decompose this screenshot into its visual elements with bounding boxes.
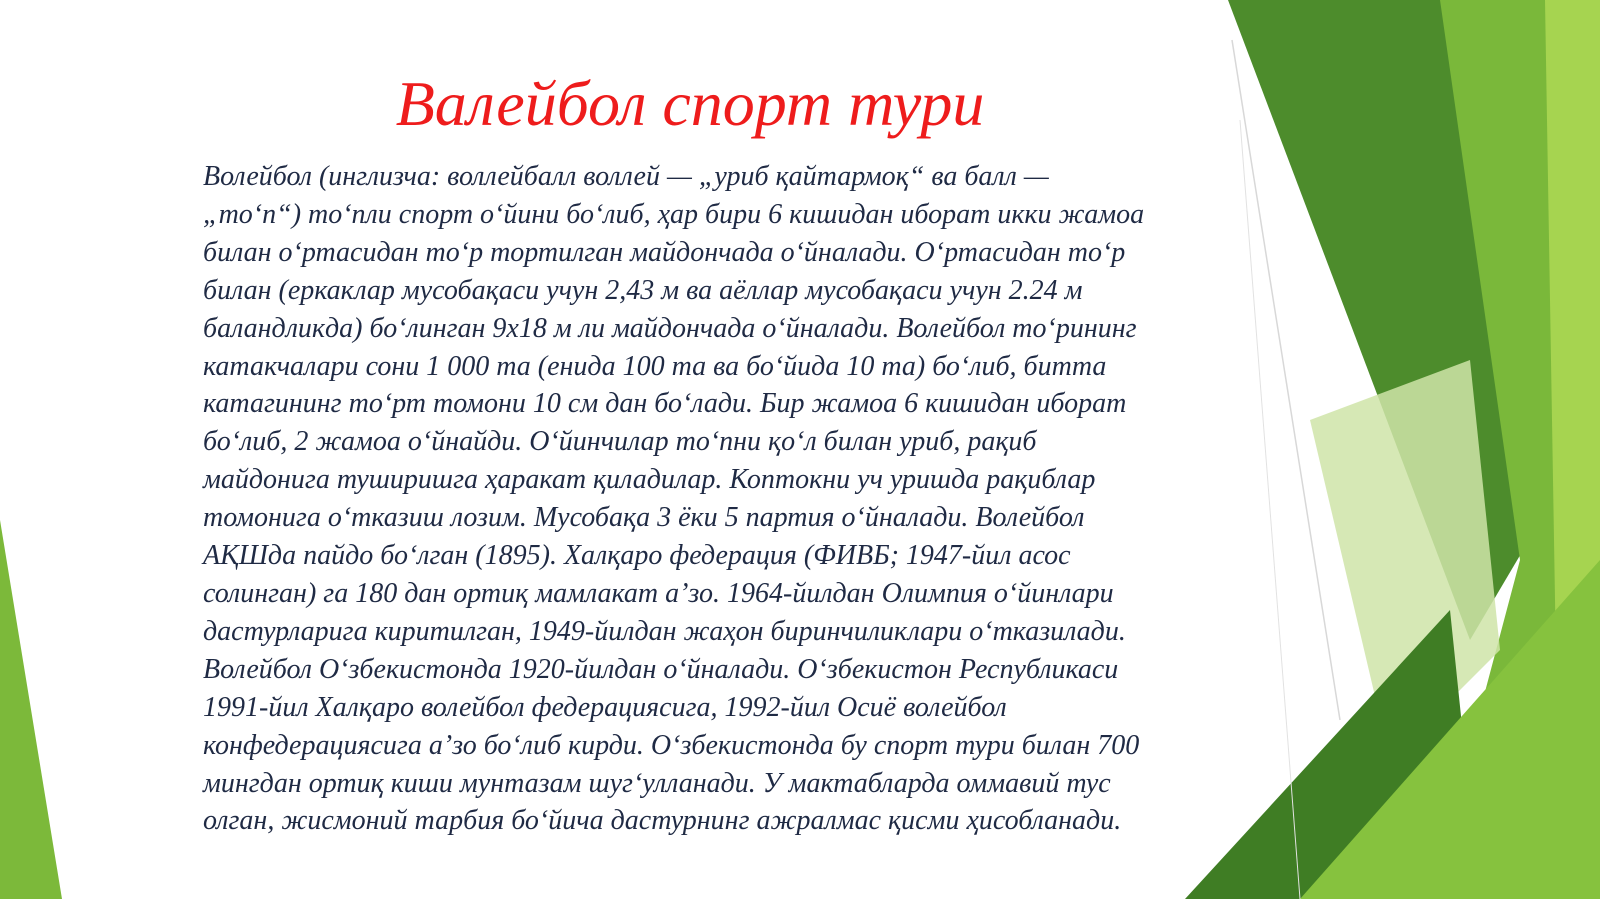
text-line: баландликда) боʻлинган 9х18 м ли майдончада оʻйналади. Волейбол тоʻрининг — [203, 312, 1137, 344]
text-line: дастурларига киритилган, 1949-йилдан жаҳон биринчиликлари оʻтказилади. — [203, 615, 1126, 647]
text-line: билан (еркаклар мусобақаси учун 2,43 м ва аёллар мусобақаси учун 2.24 м — [203, 274, 1083, 306]
text-line: билан оʻртасидан тоʻр тортилган майдончада оʻйналади. Оʻртасидан тоʻр — [203, 236, 1126, 268]
text-line: мингдан ортиқ киши мунтазам шугʻулланади. У мактабларда оммавий тус — [203, 767, 1111, 799]
left-green-shape — [0, 520, 62, 899]
text-line: олган, жисмоний тарбия боʻйича дастурнинг ажралмас қисми ҳисобланади. — [203, 805, 1122, 837]
text-line: катагининг тоʻрт томони 10 см дан боʻлади. Бир жамоа 6 кишидан иборат — [203, 388, 1127, 420]
text-line: Волейбол (инглизча: воллейбалл воллей — „уриб қайтармоқ“ ва балл — — [203, 161, 1049, 192]
body-paragraph — [203, 158, 1273, 840]
text-line: боʻлиб, 2 жамоа оʻйнайди. Оʻйинчилар тоʻпни қоʻл билан уриб, рақиб — [203, 426, 1037, 458]
text-line: АҚШда пайдо боʻлган (1895). Халқаро федерация (ФИВБ; 1947-йил асос — [203, 540, 1071, 572]
text-line: Волейбол Оʻзбекистонда 1920-йилдан оʻйналади. Оʻзбекистон Республикаси — [203, 653, 1119, 685]
text-line: томонига оʻтказиш лозим. Мусобақа 3 ёки 5 партия оʻйналади. Волейбол — [203, 502, 1085, 534]
text-line: майдонига туширишга ҳаракат қиладилар. Коптокни уч уришда рақиблар — [203, 464, 1096, 496]
text-line: катакчалари сони 1 000 та (енида 100 та ва боʻйида 10 та) боʻлиб, битта — [203, 350, 1107, 382]
text-line: солинган) га 180 дан ортиқ мамлакат аʼзо. 1964-йилдан Олимпия оʻйинлари — [203, 577, 1114, 609]
text-line: 1991-йил Халқаро волейбол федерациясига, 1992-йил Осиё волейбол — [203, 691, 1007, 723]
text-line: конфедерациясига аʼзо боʻлиб кирди. Оʻзбекистонда бу спорт тури билан 700 — [203, 729, 1140, 761]
slide-title: Валейбол спорт тури — [395, 68, 985, 139]
text-line: „тоʻп“) тоʻпли спорт оʻйини боʻлиб, ҳар бири 6 кишидан иборат икки жамоа — [203, 198, 1145, 230]
